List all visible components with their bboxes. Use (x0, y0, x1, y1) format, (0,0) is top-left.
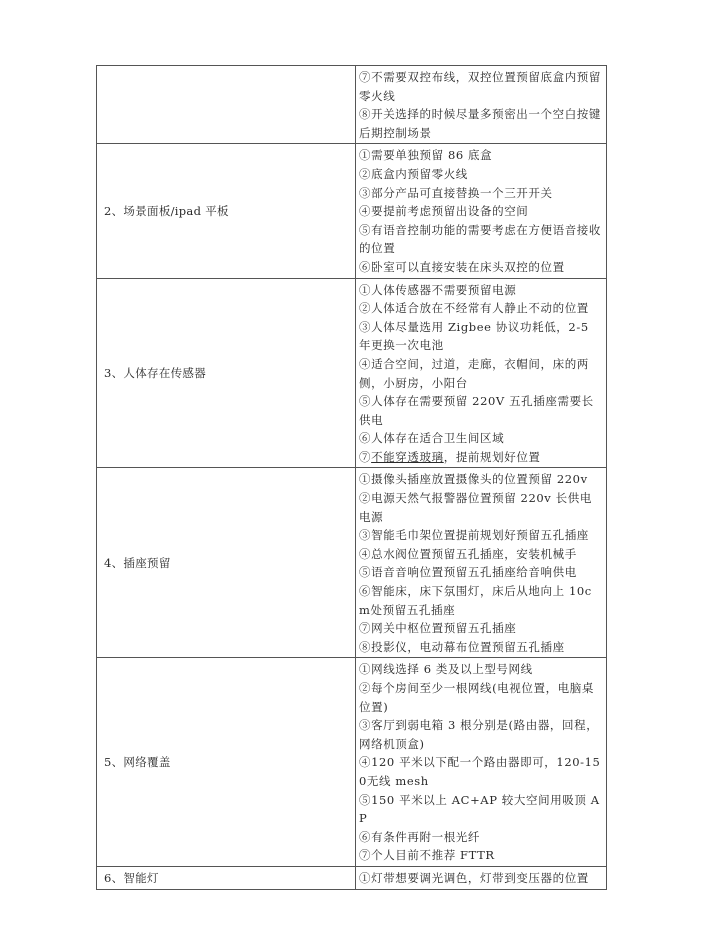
category-label: 3、人体存在传感器 (104, 366, 207, 380)
list-item: ④120 平米以下配一个路由器即可，120-150无线 mesh (359, 755, 601, 788)
table-row (97, 66, 607, 144)
list-item: ⑤人体存在需要预留 220V 五孔插座需要长供电 (359, 394, 594, 427)
table-row (97, 658, 607, 867)
list-item: ⑦不能穿透玻璃，提前规划好位置 (359, 449, 541, 464)
list-item: ②电源天然气报警器位置预留 220v 长供电电源 (359, 491, 592, 524)
category-cell (97, 658, 356, 867)
items-cell (356, 658, 607, 867)
items-cell (356, 66, 607, 144)
category-cell (97, 468, 356, 658)
category-label: 5、网络覆盖 (104, 755, 171, 770)
table-row (97, 278, 607, 468)
list-item: ①摄像头插座放置摄像头的位置预留 220v (359, 472, 588, 487)
table-row (97, 144, 607, 278)
table-row (97, 866, 607, 889)
items-cell (356, 866, 607, 889)
list-item: ⑤150 平米以上 AC+AP 较大空间用吸顶 AP (359, 792, 600, 826)
category-label: 2、场景面板/ipad 平板 (104, 203, 229, 218)
list-item: ①人体传感器不需要预留电源 (359, 282, 517, 297)
items-cell (356, 278, 607, 468)
list-item: ⑤有语音控制功能的需要考虑在方便语音接收的位置 (359, 222, 601, 256)
list-item: ①需要单独预留 86 底盒 (359, 148, 493, 163)
list-item: ③人体尽量选用 Zigbee 协议功耗低，2-5 年更换一次电池 (359, 319, 589, 353)
list-item: ⑥卧室可以直接安装在床头双控的位置 (359, 259, 565, 274)
items-cell (356, 144, 607, 278)
list-item: ②人体适合放在不经常有人静止不动的位置 (359, 301, 589, 316)
items-cell (356, 468, 607, 658)
list-item: ③部分产品可直接替换一个三开开关 (359, 185, 553, 200)
list-item: ⑧投影仪，电动幕布位置预留五孔插座 (359, 639, 565, 654)
list-item: ①灯带想要调光调色，灯带到变压器的位置 (359, 870, 589, 885)
table-row (97, 468, 607, 658)
list-item: ⑥人体存在适合卫生间区域 (359, 431, 505, 446)
list-item: ④要提前考虑预留出设备的空间 (359, 204, 529, 219)
list-item: ⑦不需要双控布线，双控位置预留底盒内预留零火线 (359, 70, 601, 103)
list-item: ②每个房间至少一根网线(电视位置，电脑桌位置) (359, 681, 594, 714)
category-cell (97, 66, 356, 144)
requirements-table (96, 65, 607, 890)
list-item: ④适合空间，过道，走廊，衣帽间，床的两侧，小厨房，小阳台 (359, 356, 589, 390)
list-item: ⑧开关选择的时候尽量多预密出一个空白按键后期控制场景 (359, 107, 601, 140)
category-cell (97, 866, 356, 889)
list-item: ①网线选择 6 类及以上型号网线 (359, 662, 533, 677)
category-label: 4、插座预留 (104, 555, 171, 570)
category-cell (97, 278, 356, 468)
category-label: 6、智能灯 (104, 870, 159, 885)
list-item: ⑤语音音响位置预留五孔插座给音响供电 (359, 565, 577, 580)
table-body (97, 66, 607, 890)
underlined-text: 不能穿透玻璃 (371, 449, 444, 464)
list-item: ⑦网关中枢位置预留五孔插座 (359, 621, 517, 636)
list-item: ⑦个人目前不推荐 FTTR (359, 848, 495, 863)
list-item: ③客厅到弱电箱 3 根分别是(路由器，回程，网络机顶盒) (359, 718, 599, 751)
list-item: ⑥智能床，床下氛围灯，床后从地向上 10cm处预留五孔插座 (359, 584, 592, 617)
list-item: ⑥有条件再附一根光纤 (359, 829, 480, 844)
list-item: ③智能毛巾架位置提前规划好预留五孔插座 (359, 528, 589, 543)
list-item: ④总水阀位置预留五孔插座，安装机械手 (359, 546, 577, 561)
list-item: ②底盒内预留零火线 (359, 166, 468, 181)
category-cell (97, 144, 356, 278)
